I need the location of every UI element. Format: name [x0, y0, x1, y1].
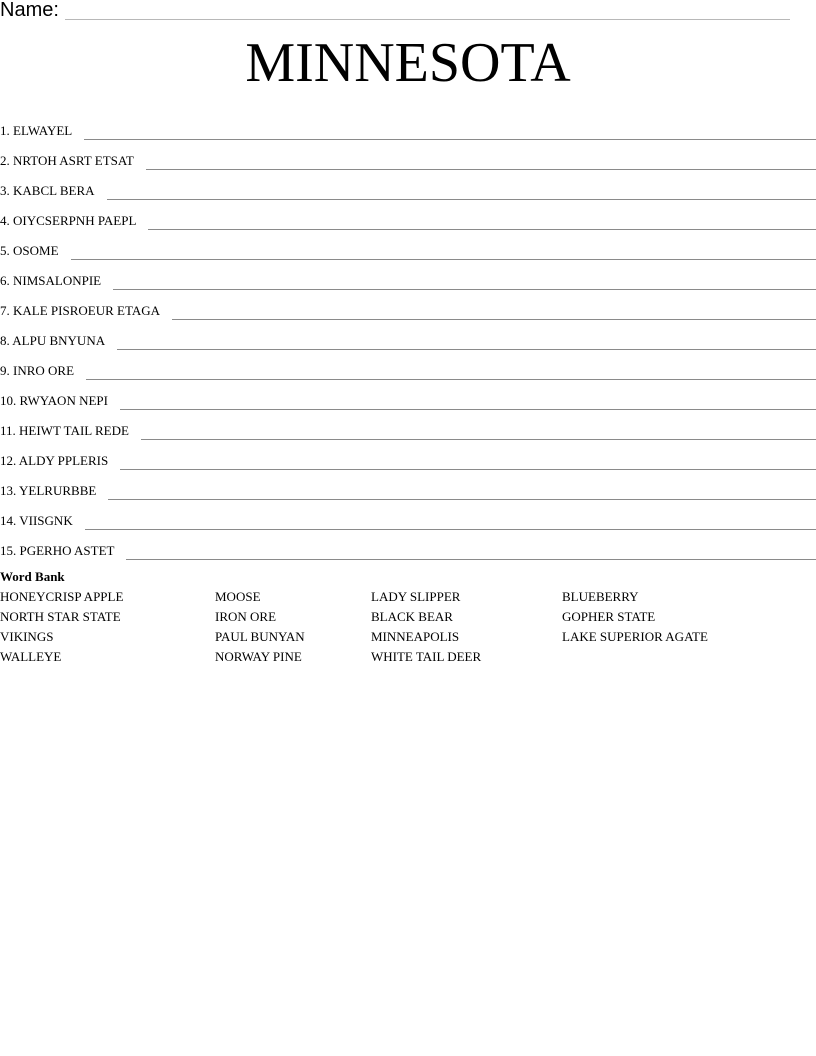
- answer-line[interactable]: [148, 216, 816, 230]
- answer-line[interactable]: [71, 246, 816, 260]
- answer-line[interactable]: [120, 456, 816, 470]
- word-bank-title: Word Bank: [0, 569, 65, 584]
- word-bank-item: GOPHER STATE: [562, 609, 656, 624]
- name-label: Name:: [0, 0, 59, 21]
- word-bank-item: WALLEYE: [0, 649, 62, 664]
- answer-line[interactable]: [141, 426, 816, 440]
- question-row: [0, 291, 816, 321]
- question-label: 14. VIISGNK: [0, 513, 73, 528]
- answer-line[interactable]: [126, 546, 816, 560]
- question-label: 4. OIYCSERPNH PAEPL: [0, 213, 137, 228]
- question-row: [0, 351, 816, 381]
- answer-line[interactable]: [120, 396, 816, 410]
- question-row: [0, 171, 816, 201]
- word-bank-column: [215, 588, 305, 668]
- question-row: [0, 321, 816, 351]
- answer-line[interactable]: [108, 486, 816, 500]
- word-bank-item: IRON ORE: [215, 609, 277, 624]
- answer-line[interactable]: [117, 336, 816, 350]
- answer-line[interactable]: [85, 516, 816, 530]
- answer-line[interactable]: [113, 276, 816, 290]
- word-bank-item: WHITE TAIL DEER: [371, 649, 482, 664]
- word-bank-item: NORTH STAR STATE: [0, 609, 121, 624]
- question-row: [0, 501, 816, 531]
- answer-line[interactable]: [107, 186, 816, 200]
- question-row: [0, 441, 816, 471]
- question-label: 6. NIMSALONPIE: [0, 273, 102, 288]
- question-row: [0, 111, 816, 141]
- word-bank-item: LAKE SUPERIOR AGATE: [562, 629, 708, 644]
- question-label: 2. NRTOH ASRT ETSAT: [0, 153, 134, 168]
- question-label: 8. ALPU BNYUNA: [0, 333, 106, 348]
- word-bank-item: BLUEBERRY: [562, 589, 639, 604]
- question-row: [0, 231, 816, 261]
- word-bank-item: MOOSE: [215, 589, 261, 604]
- word-bank-item: BLACK BEAR: [371, 609, 453, 624]
- word-bank-column: [562, 588, 708, 648]
- question-row: [0, 141, 816, 171]
- word-bank-grid: [0, 588, 816, 672]
- question-row: [0, 261, 816, 291]
- question-row: [0, 471, 816, 501]
- word-bank-item: LADY SLIPPER: [371, 589, 461, 604]
- question-list: [0, 111, 816, 561]
- question-row: [0, 531, 816, 561]
- question-label: 10. RWYAON NEPI: [0, 393, 108, 408]
- question-row: [0, 381, 816, 411]
- name-answer-line[interactable]: [65, 3, 790, 20]
- question-label: 1. ELWAYEL: [0, 123, 73, 138]
- answer-line[interactable]: [84, 126, 816, 140]
- answer-line[interactable]: [146, 156, 816, 170]
- word-bank-item: MINNEAPOLIS: [371, 629, 460, 644]
- word-bank-column: [0, 588, 123, 668]
- answer-line[interactable]: [172, 306, 816, 320]
- question-label: 3. KABCL BERA: [0, 183, 95, 198]
- word-bank-column: [371, 588, 481, 668]
- question-label: 9. INRO ORE: [0, 363, 75, 378]
- answer-line[interactable]: [86, 366, 816, 380]
- question-label: 5. OSOME: [0, 243, 59, 258]
- word-bank-item: HONEYCRISP APPLE: [0, 589, 124, 604]
- question-row: [0, 201, 816, 231]
- word-bank-item: VIKINGS: [0, 629, 54, 644]
- word-bank-item: NORWAY PINE: [215, 649, 302, 664]
- page-title: MINNESOTA: [245, 32, 571, 94]
- word-bank-item: PAUL BUNYAN: [215, 629, 305, 644]
- name-field-row: [0, 0, 790, 20]
- question-label: 13. YELRURBBE: [0, 483, 97, 498]
- word-bank: [0, 568, 816, 672]
- question-label: 12. ALDY PPLERIS: [0, 453, 109, 468]
- question-row: [0, 411, 816, 441]
- question-label: 11. HEIWT TAIL REDE: [0, 423, 129, 438]
- question-label: 15. PGERHO ASTET: [0, 543, 115, 558]
- question-label: 7. KALE PISROEUR ETAGA: [0, 303, 161, 318]
